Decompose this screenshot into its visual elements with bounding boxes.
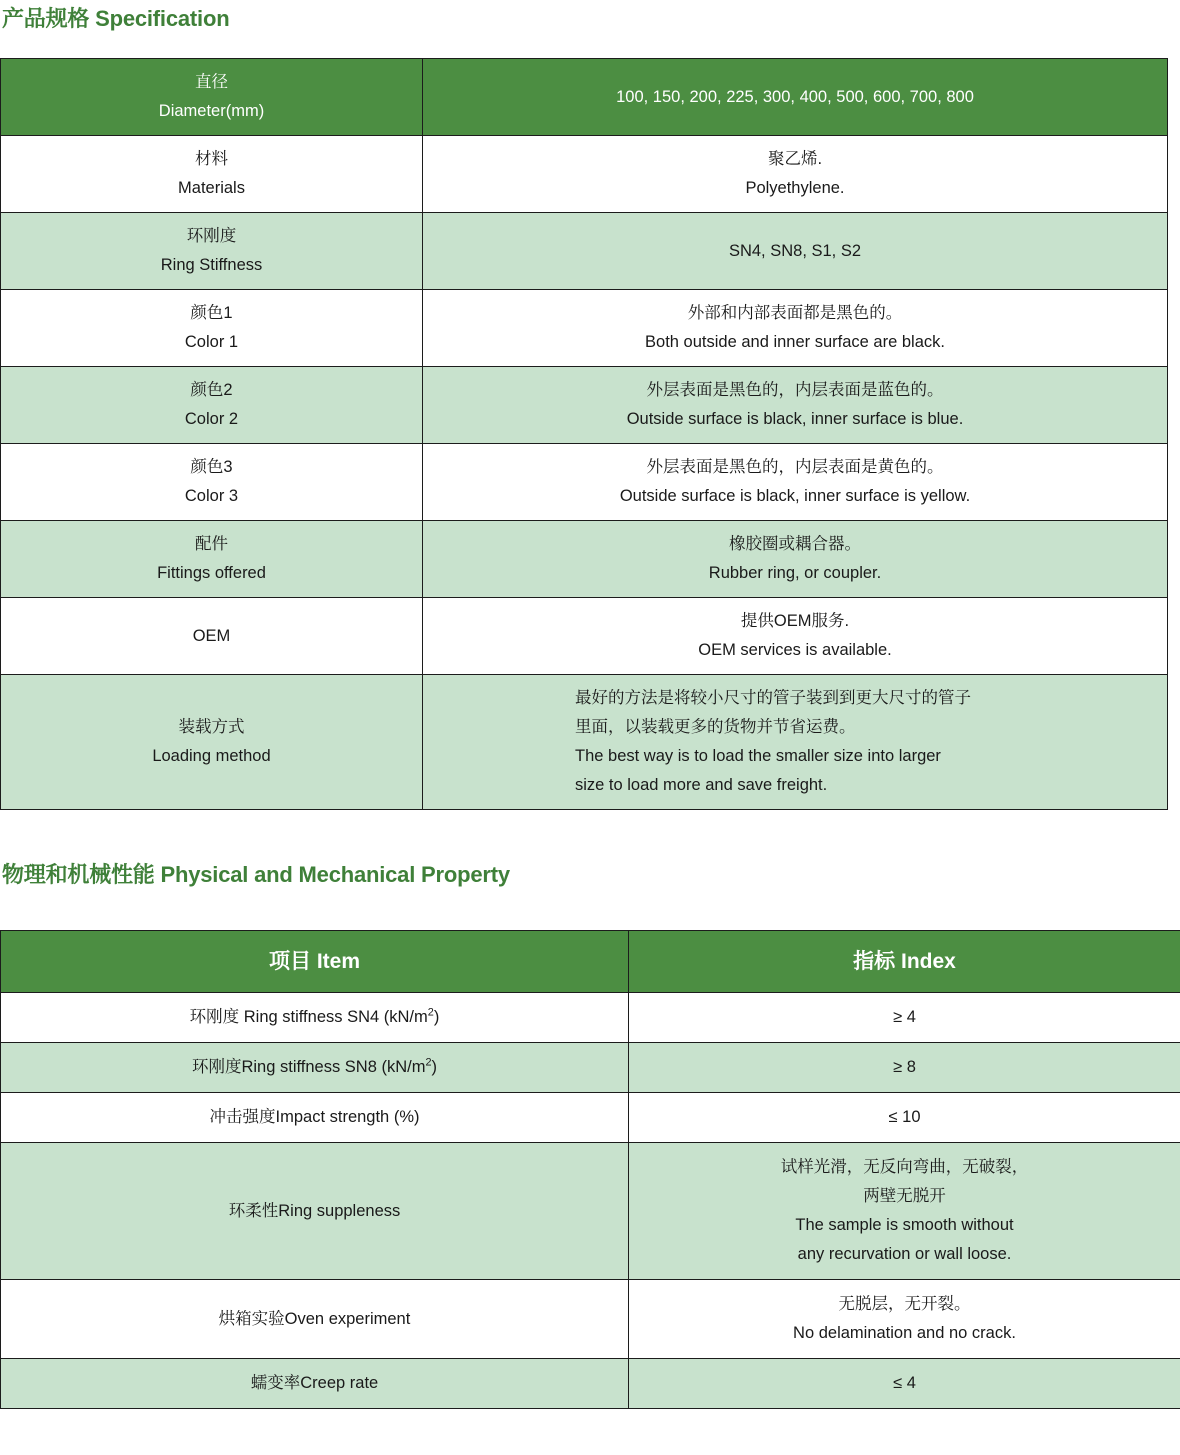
spec-value-line: The best way is to load the smaller size into larger — [575, 747, 941, 765]
spec-value-cell — [423, 59, 1168, 136]
property-item-cell: 环刚度Ring stiffness SN8 $(kN/m^2)$ — [1, 1043, 629, 1093]
spec-label-cell — [1, 675, 423, 810]
table-row — [1, 521, 1168, 598]
spec-label-cell — [1, 444, 423, 521]
spec-value-cell — [423, 675, 1168, 810]
property-index-line: 两壁无脱开 — [863, 1187, 946, 1205]
property-section-title: 物理和机械性能 Physical and Mechanical Property — [2, 862, 510, 887]
table-row — [1, 213, 1168, 290]
spec-value-line: Both outside and inner surface are black. — [645, 333, 945, 351]
property-index-cell — [629, 1093, 1180, 1143]
table-row — [1, 59, 1168, 136]
spec-value-cell — [423, 521, 1168, 598]
spec-value-line: 外层表面是黑色的，内层表面是蓝色的。 — [646, 381, 944, 399]
property-item-cell: 烘箱实验Oven experiment — [1, 1280, 629, 1359]
spec-label-en: OEM — [192, 626, 231, 645]
spec-label-en: Color 1 — [184, 333, 239, 351]
table-row — [1, 993, 1180, 1043]
spec-value-cell — [423, 136, 1168, 213]
spec-label-cn: 材料 — [195, 150, 228, 168]
spec-value-cell — [423, 444, 1168, 521]
spec-value-cell — [423, 367, 1168, 444]
spec-label-en: Color 3 — [184, 487, 239, 505]
property-item-cell: 环柔性Ring suppleness — [1, 1143, 629, 1280]
spec-value-cell — [423, 598, 1168, 675]
property-index-line: ≤ 10 — [888, 1108, 921, 1126]
spec-value-line: 外部和内部表面都是黑色的。 — [687, 304, 903, 322]
property-header-row — [1, 931, 1180, 993]
property-index-line: ≥ 8 — [893, 1058, 916, 1076]
table-row — [1, 1280, 1180, 1359]
table-row — [1, 1359, 1180, 1409]
spec-value-line: 聚乙烯. — [767, 150, 823, 168]
property-index-line: ≤ 4 — [893, 1374, 916, 1392]
table-row — [1, 290, 1168, 367]
table-row — [1, 1093, 1180, 1143]
spec-label-cell — [1, 213, 423, 290]
specification-section-title: 产品规格 Specification — [2, 6, 230, 31]
table-row — [1, 136, 1168, 213]
table-row — [1, 1043, 1180, 1093]
property-item-cell: 冲击强度Impact strength (%) — [1, 1093, 629, 1143]
spec-label-en: Materials — [178, 179, 245, 197]
spec-value-line: Outside surface is black, inner surface is yellow. — [619, 487, 971, 505]
spec-value-line: 最好的方法是将较小尺寸的管子装到到更大尺寸的管子 — [575, 689, 971, 707]
spec-label-cn: 装载方式 — [178, 718, 245, 736]
spec-value-line: 100, 150, 200, 225, 300, 400, 500, 600, 700, 800 — [616, 87, 974, 106]
spec-label-cn: 颜色2 — [190, 381, 233, 399]
property-header-index: 指标 Index — [629, 931, 1180, 993]
property-item-cell: 蠕变率Creep rate — [1, 1359, 629, 1409]
spec-label-cn: 环刚度 — [186, 227, 237, 245]
spec-label-cell — [1, 521, 423, 598]
table-row — [1, 1143, 1180, 1280]
property-table — [0, 930, 1180, 1409]
spec-value-line: 提供OEM服务. — [740, 612, 850, 630]
spec-value-line: 外层表面是黑色的，内层表面是黄色的。 — [646, 458, 944, 476]
spec-label-cn: 配件 — [195, 535, 228, 553]
spec-label-cell — [1, 290, 423, 367]
spec-label-en: Fittings offered — [157, 564, 266, 582]
spec-label-cell — [1, 136, 423, 213]
property-item-cell: 环刚度 Ring stiffness SN4 $(kN/m^2)$ — [1, 993, 629, 1043]
spec-value-line: OEM services is available. — [698, 641, 892, 659]
property-index-cell — [629, 1143, 1180, 1280]
property-index-cell — [629, 993, 1180, 1043]
spec-label-cell — [1, 59, 423, 136]
property-table-body — [1, 931, 1180, 1409]
spec-value-line: SN4, SN8, S1, S2 — [728, 241, 862, 260]
property-index-cell — [629, 1359, 1180, 1409]
property-index-line: The sample is smooth without — [795, 1216, 1014, 1234]
property-header-item: 项目 Item — [1, 931, 629, 993]
table-row — [1, 598, 1168, 675]
property-index-cell — [629, 1043, 1180, 1093]
specification-table — [0, 58, 1168, 810]
specification-table-body — [1, 59, 1168, 810]
spec-value-line: 里面，以装载更多的货物并节省运费。 — [575, 718, 856, 736]
spec-value-line: 橡胶圈或耦合器。 — [729, 535, 861, 553]
spec-label-cell — [1, 598, 423, 675]
spec-label-cell — [1, 367, 423, 444]
table-row — [1, 367, 1168, 444]
spec-value-line: Outside surface is black, inner surface is blue. — [626, 410, 964, 428]
property-index-line: No delamination and no crack. — [793, 1324, 1016, 1342]
table-row — [1, 675, 1168, 810]
spec-value-line: size to load more and save freight. — [575, 776, 828, 794]
property-index-line: 试样光滑，无反向弯曲，无破裂， — [780, 1158, 1029, 1176]
spec-label-cn: 直径 — [195, 73, 228, 91]
spec-value-line: Rubber ring, or coupler. — [708, 564, 882, 582]
spec-value-line: Polyethylene. — [745, 179, 845, 197]
property-index-line: any recurvation or wall loose. — [797, 1245, 1012, 1263]
spec-value-cell — [423, 290, 1168, 367]
property-index-line: ≥ 4 — [893, 1008, 916, 1026]
property-index-cell — [629, 1280, 1180, 1359]
spec-label-en: Ring Stiffness — [160, 256, 263, 274]
spec-label-en: Loading method — [152, 747, 271, 765]
spec-label-cn: 颜色1 — [190, 304, 233, 322]
spec-value-cell — [423, 213, 1168, 290]
spec-label-en: Color 2 — [184, 410, 239, 428]
table-row — [1, 444, 1168, 521]
spec-label-en: Diameter(mm) — [158, 102, 265, 120]
property-index-line: 无脱层，无开裂。 — [838, 1295, 971, 1313]
spec-label-cn: 颜色3 — [190, 458, 233, 476]
